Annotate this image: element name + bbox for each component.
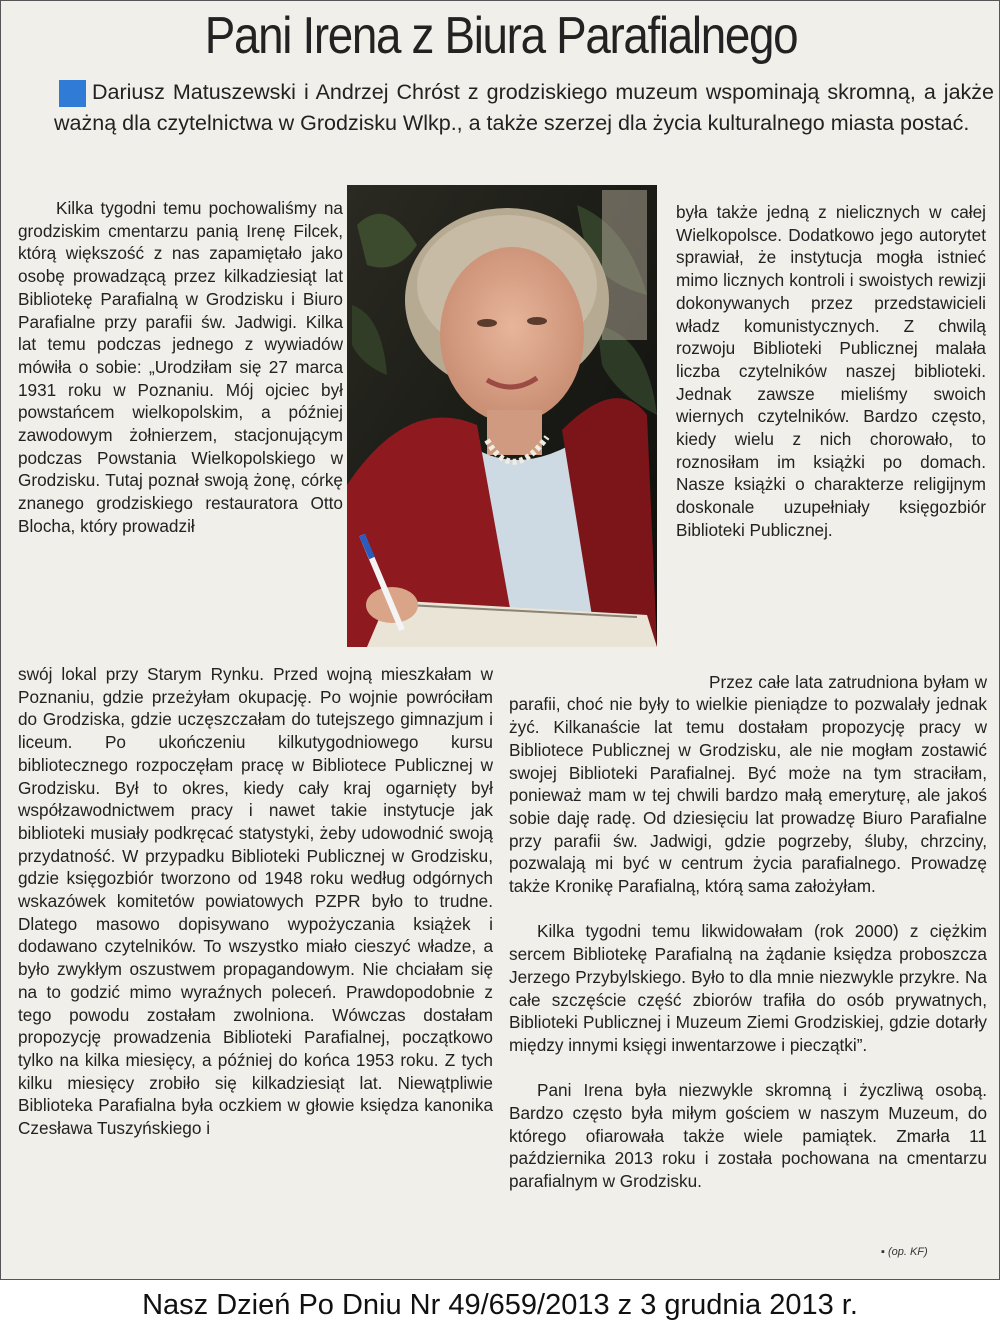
lead-text: Dariusz Matuszewski i Andrzej Chróst z grodziskiego muzeum wspominają skromną, a jakże ważną dla czytelnictwa w Grodzisku Wlkp., a także szerzej dla życia kulturalnego miasta postać. <box>54 80 994 135</box>
column-right-bottom <box>509 648 987 1216</box>
paragraph-text: Kilka tygodni temu pochowaliśmy na grodziskim cmentarzu panią Irenę Filcek, którą większość z nas zapamiętało jako osobę prowadzącą przez kilkadziesiąt lat Bibliotekę Parafialną w Grodzisku i Biuro Parafialne przy parafii św. Jadwigi. Kilka lat temu podczas jednego z wywiadów mówiła o sobie: „Urodziłam się 27 marca 1931 roku w Poznaniu. Mój ojciec był powstańcem wielkopolskim, a później zawodowym żołnierzem, stacjonującym podczas Powstania Wielkopolskiego w Grodzisku. Tutaj poznał swoją żonę, córkę znanego grodziskiego restauratora Otto Blocha, który prowadził <box>18 198 343 536</box>
paragraph-text: Pani Irena była niezwykle skromną i życzliwą osobą. Bardzo często była miłym gościem w naszym Muzeum, do którego ofiarowała także wiele pamiątek. Zmarła 11 października 2013 roku i została pochowana na cmentarzu parafialnym w Grodzisku. <box>509 1080 987 1192</box>
source-caption: Nasz Dzień Po Dniu Nr 49/659/2013 z 3 grudnia 2013 r. <box>142 1289 858 1321</box>
column-left-bottom <box>18 663 493 1140</box>
paragraph-text: swój lokal przy Starym Rynku. Przed wojną mieszkałam w Poznaniu, gdzie przeżyłam okupację. Po wojnie powróciłam do Grodziska, gdzie uczęszczałam do tutejszego gimnazjum i liceum. Po ukończeniu kilkutygodniowego kursu bibliotecznego rozpoczęłam pracę w Bibliotece Publicznej w Grodzisku. Był to okres, kiedy cały kraj ogarnięty był współzawodnictwem pracy i nawet takie instytucje jak biblioteki musiały podkręcać statystyki, żeby udowodnić swoją przydatność. W przypadku Biblioteki Publicznej w Grodzisku, gdzie księgozbiór tworzono od 1948 roku według odgórnych wskazówek komitetów powiatowych PZPR było to trudne. Dlatego masowo dopisywano wypożyczania książek i dodawano czytelników. To wszystko miało cieszyć władze, a było zwykłym oszustwem propagandowym. Nie chciałam się na to godzić mimo wyraźnych poleceń. Prawdopodobnie z tego powodu zostałam zwolniona. Wówczas dostałam propozycję prowadzenia Biblioteki Parafialnej, początkowo tylko na kilka miesięcy, a później do końca 1953 roku. Z tych kilku miesięcy zrobiło się kilkadziesiąt lat. Niewątpliwie Biblioteka Parafialna była oczkiem w głowie księdza kanonika Czesława Tuszyńskiego i <box>18 664 493 1139</box>
article-title: Pani Irena z Biura Parafialnego <box>204 7 798 65</box>
paragraph-text: była także jedną z nielicznych w całej Wielkopolsce. Dodatkowo jego autorytet sprawiał, że instytucja mogła istnieć mimo licznych kontroli i swoistych rewizji dokonywanych przez przedstawicieli władz komunistycznych. Z chwilą rozwoju Biblioteki Publicznej malała liczba czytelników naszej biblioteki. Jednak zawsze mieliśmy swoich wiernych czytelników. Bardzo często, kiedy wielu z nich chorowało, to roznosiłam im książki po domach. Nasze książki o charakterze religijnym doskonale uzupełniały księgozbiór Biblioteki Publicznej. <box>676 202 986 540</box>
portrait-photo <box>347 185 657 647</box>
article-lead <box>54 77 994 139</box>
portrait-illustration <box>347 185 657 647</box>
paragraph-text: Kilka tygodni temu likwidowałam (rok 2000) z ciężkim sercem Bibliotekę Parafialną na żądanie księdza proboszcza Jerzego Przybylskiego. Było to dla mnie niezwykle przykre. Na całe szczęście część zbiorów trafiła do osób prywatnych, Biblioteki Publicznej i Muzeum Ziemi Grodziskiej, gdzie dotarły między innymi księgi inwentarzowe i pieczątki”. <box>509 921 987 1055</box>
paragraph-text: Przez całe lata zatrudniona byłam w parafii, choć nie były to wielkie pieniądze to pozwalały jednak żyć. Kilkanaście lat temu dostałam propozycję pracy w Bibliotece Publicznej w Grodzisku, ale nie mogłam zostawić swojej Biblioteki Parafialnej. Być może na tym straciłam, ponieważ mam w tej chwili bardzo małą emeryturę, ale jakoś sobie daję radę. Od dziesięciu lat prowadzę Biuro Parafialne przy parafii św. Jadwigi, gdzie pogrzeby, śluby, chrzciny, pozwalają mi być w centrum życia parafialnego. Prowadzę także Kronikę Parafialną, którą sama założyłam. <box>509 671 987 897</box>
column-right-top <box>676 201 986 542</box>
author-signature: ▪ (op. KF) <box>881 1246 928 1258</box>
column-left-top <box>18 197 343 538</box>
